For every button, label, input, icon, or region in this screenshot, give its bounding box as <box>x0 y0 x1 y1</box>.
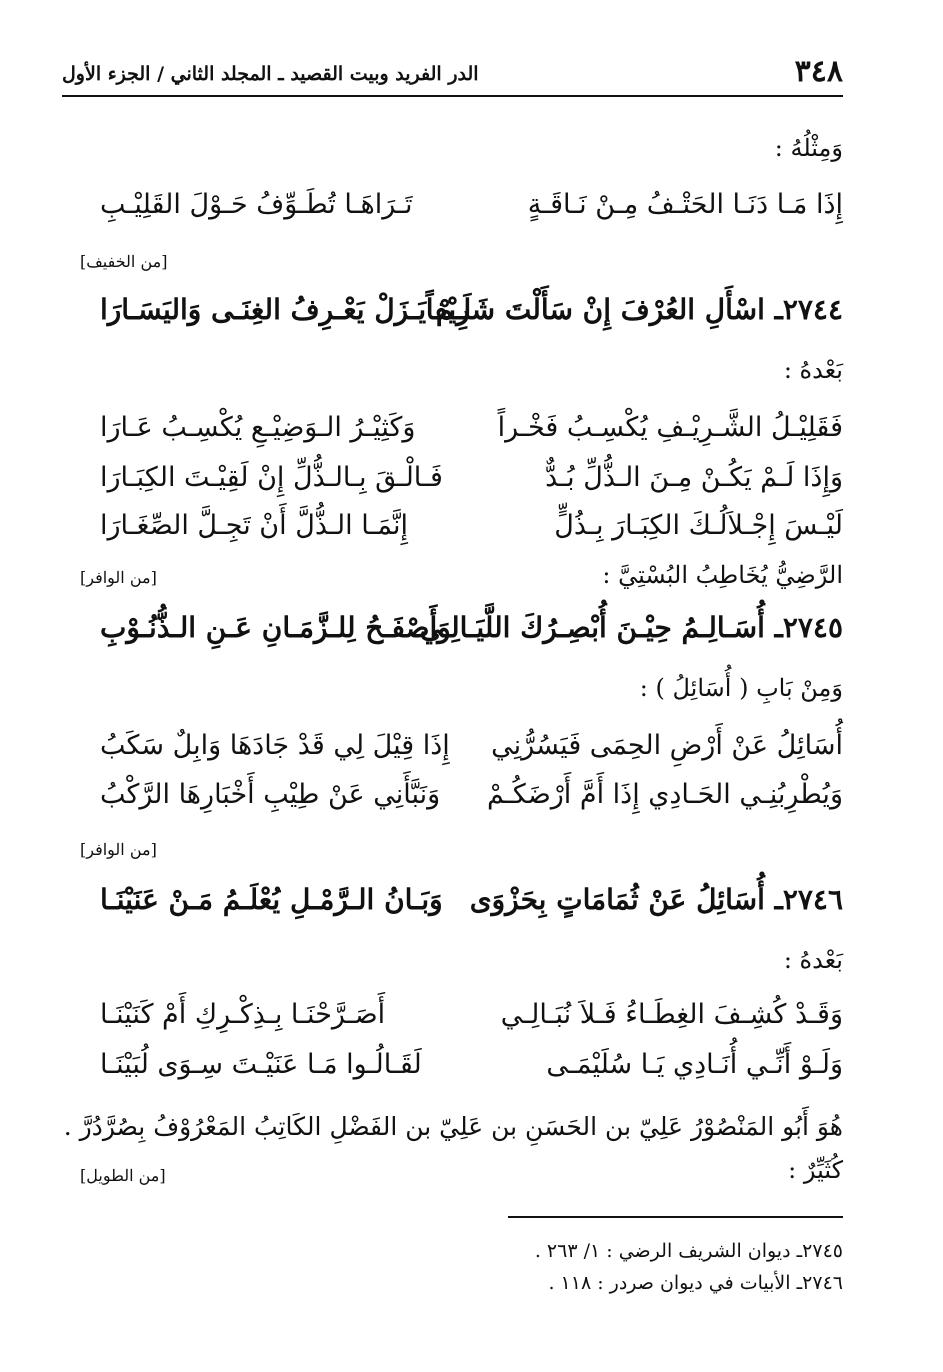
verse-second-hemistich: تَـرَاهَـا تُطَـوِّفُ حَـوْلَ القَلِيْـبِ <box>100 189 413 220</box>
verse-second-hemistich: وَنَبَّأَنِي عَنْ طِيْبِ أَخْبَارِهَا الرَّكْبُ <box>100 779 441 810</box>
verse-second-hemistich: وَكَثِيْـرُ الـوَضِيْـعِ يُكْسِـبُ عَـارَا <box>100 412 416 443</box>
entry-second-hemistich: وَأَصْفَـحُ لِلـزَّمَـانِ عَـنِ الـذُّنُـوْبِ <box>100 611 451 644</box>
verse-first-hemistich: وَإِذَا لَـمْ يَكُـنْ مِـنَ الـذُّلِّ بُـدٌّ <box>545 462 843 493</box>
footnote-rule <box>508 1216 843 1218</box>
verse-second-hemistich: أَصَـرَّحْنَـا بِـذِكْـرِكِ أَمْ كَنَيْنَـا <box>100 999 386 1030</box>
verse-first-hemistich: وَقَـدْ كُشِـفَ الغِطَـاءُ فَـلاَ نُبَـالِـي <box>500 999 843 1030</box>
intro-text: وَمِنْ بَابِ ( أُسَائِلُ ) : <box>639 674 843 702</box>
biographical-note: هُوَ أَبُو المَنْصُوْرُ عَلِيّ بن الحَسَنِ بن عَلِيّ بن الفَضْلِ الكَاتِبُ المَعْرُوْفُ بِصُرَّدُرَّ . <box>63 1112 843 1141</box>
verse-first-hemistich: إِذَا مَـا دَنَـا الحَتْـفُ مِـنْ نَـاقَـةٍ <box>527 189 843 220</box>
meter-label: [من الطويل] <box>80 1166 166 1185</box>
verse-first-hemistich: أُسَائِلُ عَنْ أَرْضِ الحِمَى فَيَسُرُّنِي <box>491 730 843 761</box>
verse-first-hemistich: وَلَـوْ أَنِّـي أُنَـادِي يَـا سُلَيْمَـى <box>546 1049 843 1080</box>
intro-text: بَعْدهُ : <box>783 946 843 974</box>
intro-text: وَمِثْلُهُ : <box>774 134 843 162</box>
page-number: ٣٤٨ <box>794 54 843 89</box>
entry-second-hemistich: لَـمْ يَـزَلْ يَعْـرِفُ الغِنَـى وَاليَسَـارَا <box>100 293 472 326</box>
entry-first-hemistich: ٢٧٤٤ـ اسْأَلِ العُرْفَ إِنْ سَأَلْتَ شَرِيْفاً <box>425 293 843 326</box>
verse-second-hemistich: إِنَّمَـا الـذُّلَّ أَنْ تَجِـلَّ الصِّغَـارَا <box>100 510 408 541</box>
entry-second-hemistich: وَبَـانُ الـرَّمْـلِ يُعْلَـمُ مَـنْ عَنَيْنَـا <box>100 883 443 916</box>
verse-second-hemistich: إِذَا قِيْلَ لِي قَدْ جَادَهَا وَابِلٌ سَكَبُ <box>100 730 450 761</box>
intro-text: كُثَيِّرٌ : <box>788 1156 843 1184</box>
meter-label: [من الوافر] <box>80 840 157 859</box>
footnote: ٢٧٤٥ـ ديوان الشريف الرضي : ١/ ٢٦٣ . <box>534 1240 843 1262</box>
verse-first-hemistich: لَيْـسَ إِجْـلاَلُـكَ الكِبَـارَ بِـذُلٍّ <box>554 510 843 541</box>
verse-first-hemistich: وَيُطْرِبُنِـي الحَـادِي إِذَا أَمَّ أَرْضَكُـمْ <box>487 779 843 810</box>
intro-text: الرَّضِيُّ يُخَاطِبُ البُسْتِيَّ : <box>602 561 843 589</box>
meter-label: [من الوافر] <box>80 568 157 587</box>
footnote: ٢٧٤٦ـ الأبيات في ديوان صردر : ١١٨ . <box>548 1272 843 1294</box>
verse-first-hemistich: فَقَلِيْـلُ الشَّـرِيْـفِ يُكْسِـبُ فَخْـراً <box>497 412 843 443</box>
page-header <box>62 52 843 92</box>
entry-first-hemistich: ٢٧٤٥ـ أُسَـالِـمُ حِيْـنَ أُبْصِـرُكَ اللَّيَـالِـي <box>419 611 843 644</box>
running-title: الدر الفريد وبيت القصيد ـ المجلد الثاني / الجزء الأول <box>62 63 479 85</box>
meter-label: [من الخفيف] <box>80 252 168 271</box>
intro-text: بَعْدهُ : <box>783 356 843 384</box>
entry-first-hemistich: ٢٧٤٦ـ أُسَائِلُ عَنْ ثُمَامَاتٍ بِحَزْوَى <box>469 883 843 916</box>
verse-second-hemistich: لَقَـالُـوا مَـا عَنَيْـتَ سِـوَى لُبَيْنَـا <box>100 1049 422 1080</box>
header-rule <box>62 95 843 97</box>
verse-second-hemistich: فَـالْـقَ بِـالـذُّلِّ إِنْ لَقِيْـتَ الكِبَـارَا <box>100 462 443 493</box>
